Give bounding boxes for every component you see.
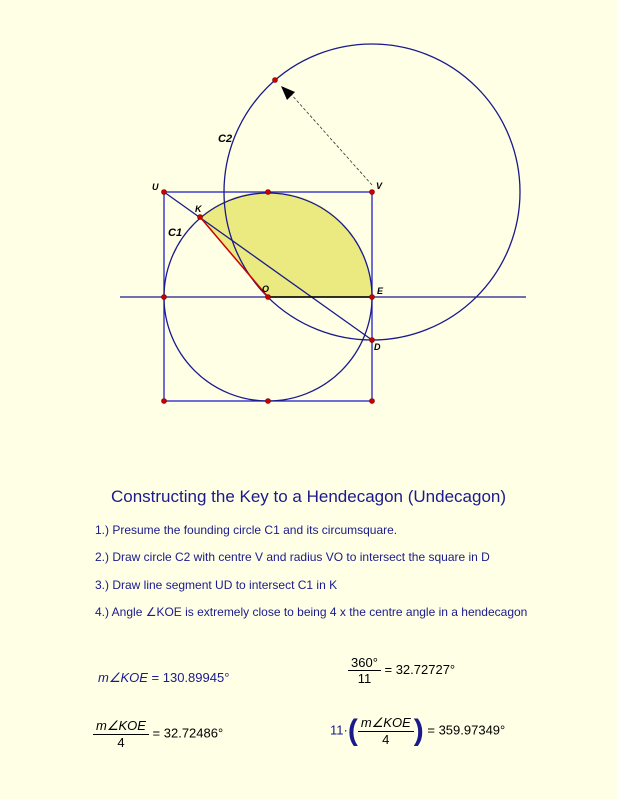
label-d: D (374, 342, 381, 352)
fraction-mult-num: m∠KOE (358, 715, 414, 732)
measure-koe-value: = 130.89945° (147, 670, 230, 685)
label-u: U (152, 182, 159, 192)
point-u (162, 190, 167, 195)
label-c2: C2 (218, 133, 233, 145)
point-left (162, 295, 167, 300)
mult-value: = 359.97349° (423, 722, 506, 738)
measure-360-value: = 32.72727° (380, 661, 456, 677)
left-paren-icon: ( (347, 714, 358, 747)
step-2: 2.) Draw circle C2 with centre V and radius VO to intersect the square in D (95, 550, 490, 564)
fraction-den: 11 (357, 671, 372, 686)
step-4: 4.) Angle ∠KOE is extremely close to being 4 x the centre angle in a hendecagon (95, 605, 528, 619)
measure-koe-label: m∠KOE (98, 670, 148, 685)
point-top-c1 (266, 190, 271, 195)
label-c1: C1 (168, 227, 183, 239)
point-br (370, 399, 375, 404)
fraction-360-11 (348, 655, 381, 686)
point-k (198, 215, 203, 220)
arrow-head-icon (281, 86, 295, 100)
label-v: V (376, 181, 383, 191)
fraction-mult (358, 715, 414, 747)
sector-koe (200, 192, 372, 297)
measure-360-over-11 (348, 655, 455, 686)
measure-koe-over-4 (93, 718, 223, 750)
point-top-c2 (273, 78, 278, 83)
fraction-koe-den: 4 (117, 735, 125, 750)
measure-frac-value: = 32.72486° (148, 725, 224, 741)
label-e: E (377, 286, 384, 296)
mult-prefix: 11· (330, 722, 348, 738)
point-bottom (266, 399, 271, 404)
fraction-koe-4 (93, 718, 149, 750)
point-o (266, 295, 271, 300)
label-k: K (195, 204, 202, 214)
step-1: 1.) Presume the founding circle C1 and its circumsquare. (95, 523, 398, 537)
point-v (370, 190, 375, 195)
measure-11-times (330, 714, 505, 748)
measure-koe (98, 670, 229, 686)
page-title: Constructing the Key to a Hendecagon (Undecagon) (110, 487, 507, 506)
point-bl (162, 399, 167, 404)
radius-dashed (290, 93, 372, 185)
fraction-mult-den: 4 (382, 732, 390, 747)
label-o: O (262, 284, 270, 294)
fraction-num: 360° (348, 655, 381, 671)
fraction-koe-num: m∠KOE (93, 718, 149, 735)
point-e (370, 295, 375, 300)
right-paren-icon: ) (413, 714, 424, 747)
step-3: 3.) Draw line segment UD to intersect C1 in K (95, 578, 338, 592)
